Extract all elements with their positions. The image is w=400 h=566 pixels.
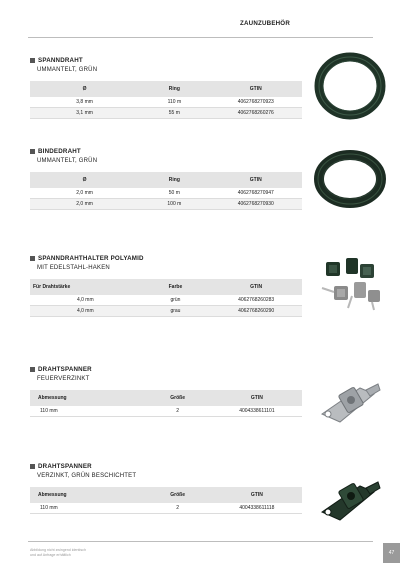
column-header: GTIN	[212, 390, 302, 406]
column-header: Ring	[139, 172, 209, 188]
table-row: 4,0 mm grau 4062768260290	[30, 306, 302, 317]
header-divider	[28, 37, 373, 38]
column-header: Für Drahtstärke	[30, 279, 141, 295]
table-row: 110 mm 2 4004338611101	[30, 406, 302, 417]
product-table	[30, 172, 302, 210]
product-table	[30, 81, 302, 119]
column-header: GTIN	[210, 279, 302, 295]
product-table	[30, 390, 302, 417]
page-number: 47	[383, 543, 400, 563]
section-subtitle: UMMANTELT, GRÜN	[37, 158, 98, 164]
page-header-title: ZAUNZUBEHÖR	[240, 20, 290, 27]
section-subtitle: MIT EDELSTAHL-HAKEN	[37, 265, 110, 271]
table-row: 4,0 mm grün 4062768260283	[30, 295, 302, 306]
column-header: Abmessung	[30, 487, 144, 503]
product-section-spanndraht	[30, 57, 305, 119]
wire-coil-image	[314, 50, 386, 122]
section-subtitle: VERZINKT, GRÜN BESCHICHTET	[37, 473, 137, 479]
table-row: 110 mm 2 4004338611118	[30, 503, 302, 514]
product-table	[30, 487, 302, 514]
column-header: Ring	[139, 81, 209, 97]
footer-note: Abbildung nicht zwingend identisch und auf Anfrage erhältlich	[30, 548, 86, 557]
table-row: 3,8 mm 110 m 4062768270923	[30, 97, 302, 108]
section-title: DRAHTSPANNER	[30, 366, 305, 373]
column-header: GTIN	[210, 172, 302, 188]
column-header: Ø	[30, 172, 139, 188]
bullet-square-icon	[30, 367, 35, 372]
column-header: GTIN	[212, 487, 302, 503]
product-section-drahtspanner-verzinkt	[30, 463, 305, 514]
wire-coil-image	[314, 143, 386, 215]
column-header: Farbe	[141, 279, 211, 295]
wire-tensioner-green-image	[314, 462, 386, 534]
wire-tensioner-galvanized-image	[314, 368, 386, 440]
section-subtitle: FEUERVERZINKT	[37, 376, 90, 382]
column-header: Größe	[144, 487, 212, 503]
section-title: BINDEDRAHT	[30, 148, 305, 155]
column-header: Ø	[30, 81, 139, 97]
wire-holder-image	[314, 252, 386, 324]
section-title: SPANNDRAHT	[30, 57, 305, 64]
product-section-spanndrahthalter	[30, 255, 305, 317]
section-title: SPANNDRAHTHALTER POLYAMID	[30, 255, 305, 262]
bullet-square-icon	[30, 149, 35, 154]
bullet-square-icon	[30, 256, 35, 261]
footer-divider	[28, 541, 373, 542]
product-section-drahtspanner-feuerverzinkt	[30, 366, 305, 417]
section-subtitle: UMMANTELT, GRÜN	[37, 67, 98, 73]
column-header: GTIN	[210, 81, 302, 97]
table-row: 2,0 mm 50 m 4062768270947	[30, 188, 302, 199]
product-section-bindedraht	[30, 148, 305, 210]
column-header: Abmessung	[30, 390, 144, 406]
column-header: Größe	[144, 390, 212, 406]
bullet-square-icon	[30, 464, 35, 469]
section-title: DRAHTSPANNER	[30, 463, 305, 470]
table-row: 2,0 mm 100 m 4062768270930	[30, 199, 302, 210]
table-row: 3,1 mm 55 m 4062768260276	[30, 108, 302, 119]
product-table	[30, 279, 302, 317]
bullet-square-icon	[30, 58, 35, 63]
